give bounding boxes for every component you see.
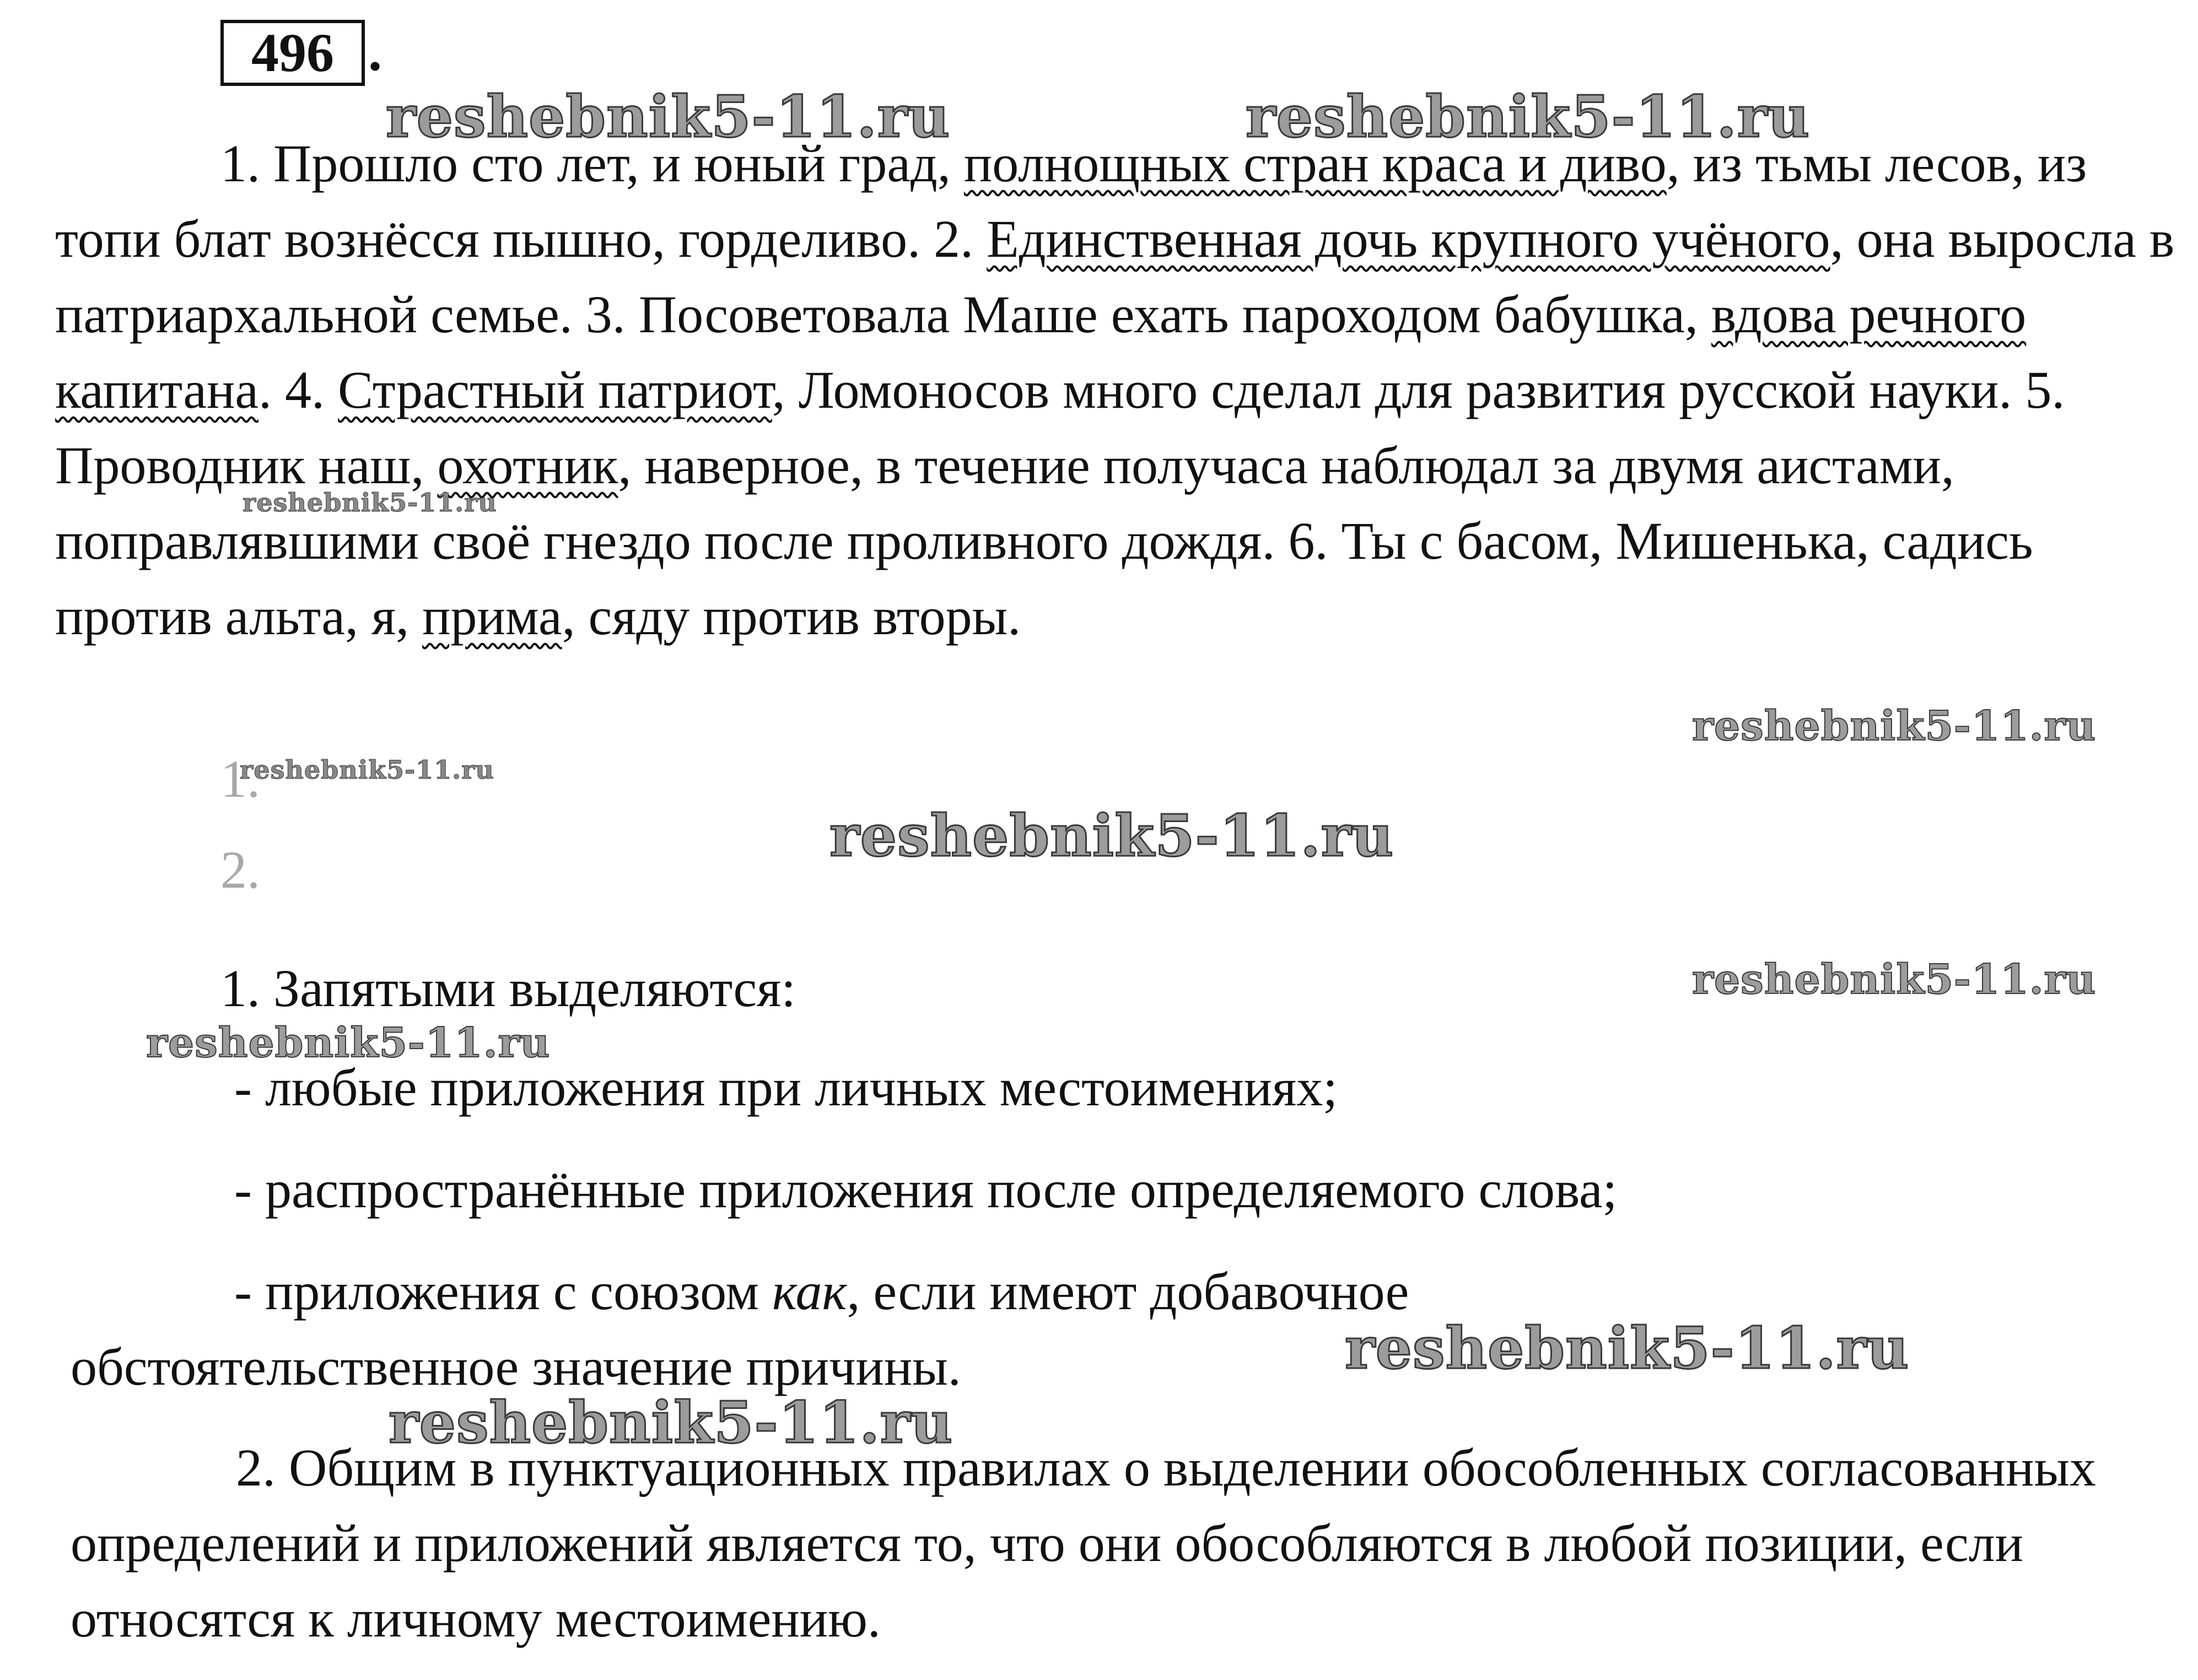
watermark: reshebnik5-11.ru bbox=[1692, 703, 2097, 750]
sentence-1-start: 1. Прошло сто лет, и юный град, bbox=[220, 134, 964, 193]
answer-1-item-1: - любые приложения при личных местоимениях; bbox=[234, 1058, 1338, 1117]
watermark: reshebnik5-11.ru bbox=[1345, 1314, 1910, 1382]
watermark: reshebnik5-11.ru bbox=[1246, 83, 1811, 150]
sentence-3-end: . 4. bbox=[258, 360, 338, 419]
watermark: reshebnik5-11.ru bbox=[243, 488, 497, 517]
answer-2: 2. Общим в пунктуационных правилах о выделении обособленных согласованных определений и приложений является то, что они обособляются в любой позиции, если относятся к личному местоимению. bbox=[71, 1438, 2097, 1648]
faint-item-2: 2. bbox=[220, 840, 260, 899]
appositive-2: Единственная дочь крупного учёного bbox=[987, 209, 1830, 268]
exercise-text bbox=[55, 126, 2194, 654]
appositive-1: полнощных стран краса и диво bbox=[963, 134, 1667, 193]
faint-item-1: 1. bbox=[220, 749, 260, 808]
answer-1-item-2: - распространённые приложения после определяемого слова; bbox=[234, 1160, 1618, 1219]
watermark: reshebnik5-11.ru bbox=[146, 1019, 551, 1067]
sentence-4-end: , Ломоносов много сделал для развития русской науки. 5. Проводник наш, bbox=[55, 360, 2065, 495]
sentence-5-end: , наверное, в течение получаса наблюдал за двумя аистами, поправлявшими своё гнездо после проливного дождя. 6. Ты с басом, Мишенька, садись против альта, я, bbox=[55, 436, 2033, 646]
sentence-1-end: , из тьмы лесов, из топи блат вознёсся пышно, горделиво. 2. bbox=[55, 134, 2087, 268]
watermark: reshebnik5-11.ru bbox=[829, 802, 1394, 869]
task-number-dot: . bbox=[368, 21, 382, 82]
appositive-5: охотник bbox=[437, 436, 618, 495]
task-number: 496 bbox=[220, 20, 365, 86]
answer-1-item-3-cont: обстоятельственное значение причины. bbox=[71, 1337, 961, 1396]
answer-1-heading: 1. Запятыми выделяются: bbox=[220, 959, 796, 1018]
appositive-6: прима bbox=[422, 587, 562, 646]
italic-word: как bbox=[772, 1262, 847, 1321]
watermark: reshebnik5-11.ru bbox=[386, 83, 951, 150]
watermark: reshebnik5-11.ru bbox=[240, 755, 494, 785]
sentence-2-end: , она выросла в патриархальной семье. 3. Посоветовала Маше ехать пароходом бабушка, bbox=[55, 209, 2175, 344]
appositive-4: Страстный патриот bbox=[338, 360, 772, 419]
appositive-3: вдова речного капитана bbox=[55, 285, 2027, 419]
watermark: reshebnik5-11.ru bbox=[389, 1389, 953, 1456]
answer-1-item-3: - приложения с союзом как, если имеют добавочное bbox=[234, 1262, 1409, 1321]
sentence-6-end: , сяду против вторы. bbox=[562, 587, 1021, 646]
watermark: reshebnik5-11.ru bbox=[1692, 956, 2097, 1003]
